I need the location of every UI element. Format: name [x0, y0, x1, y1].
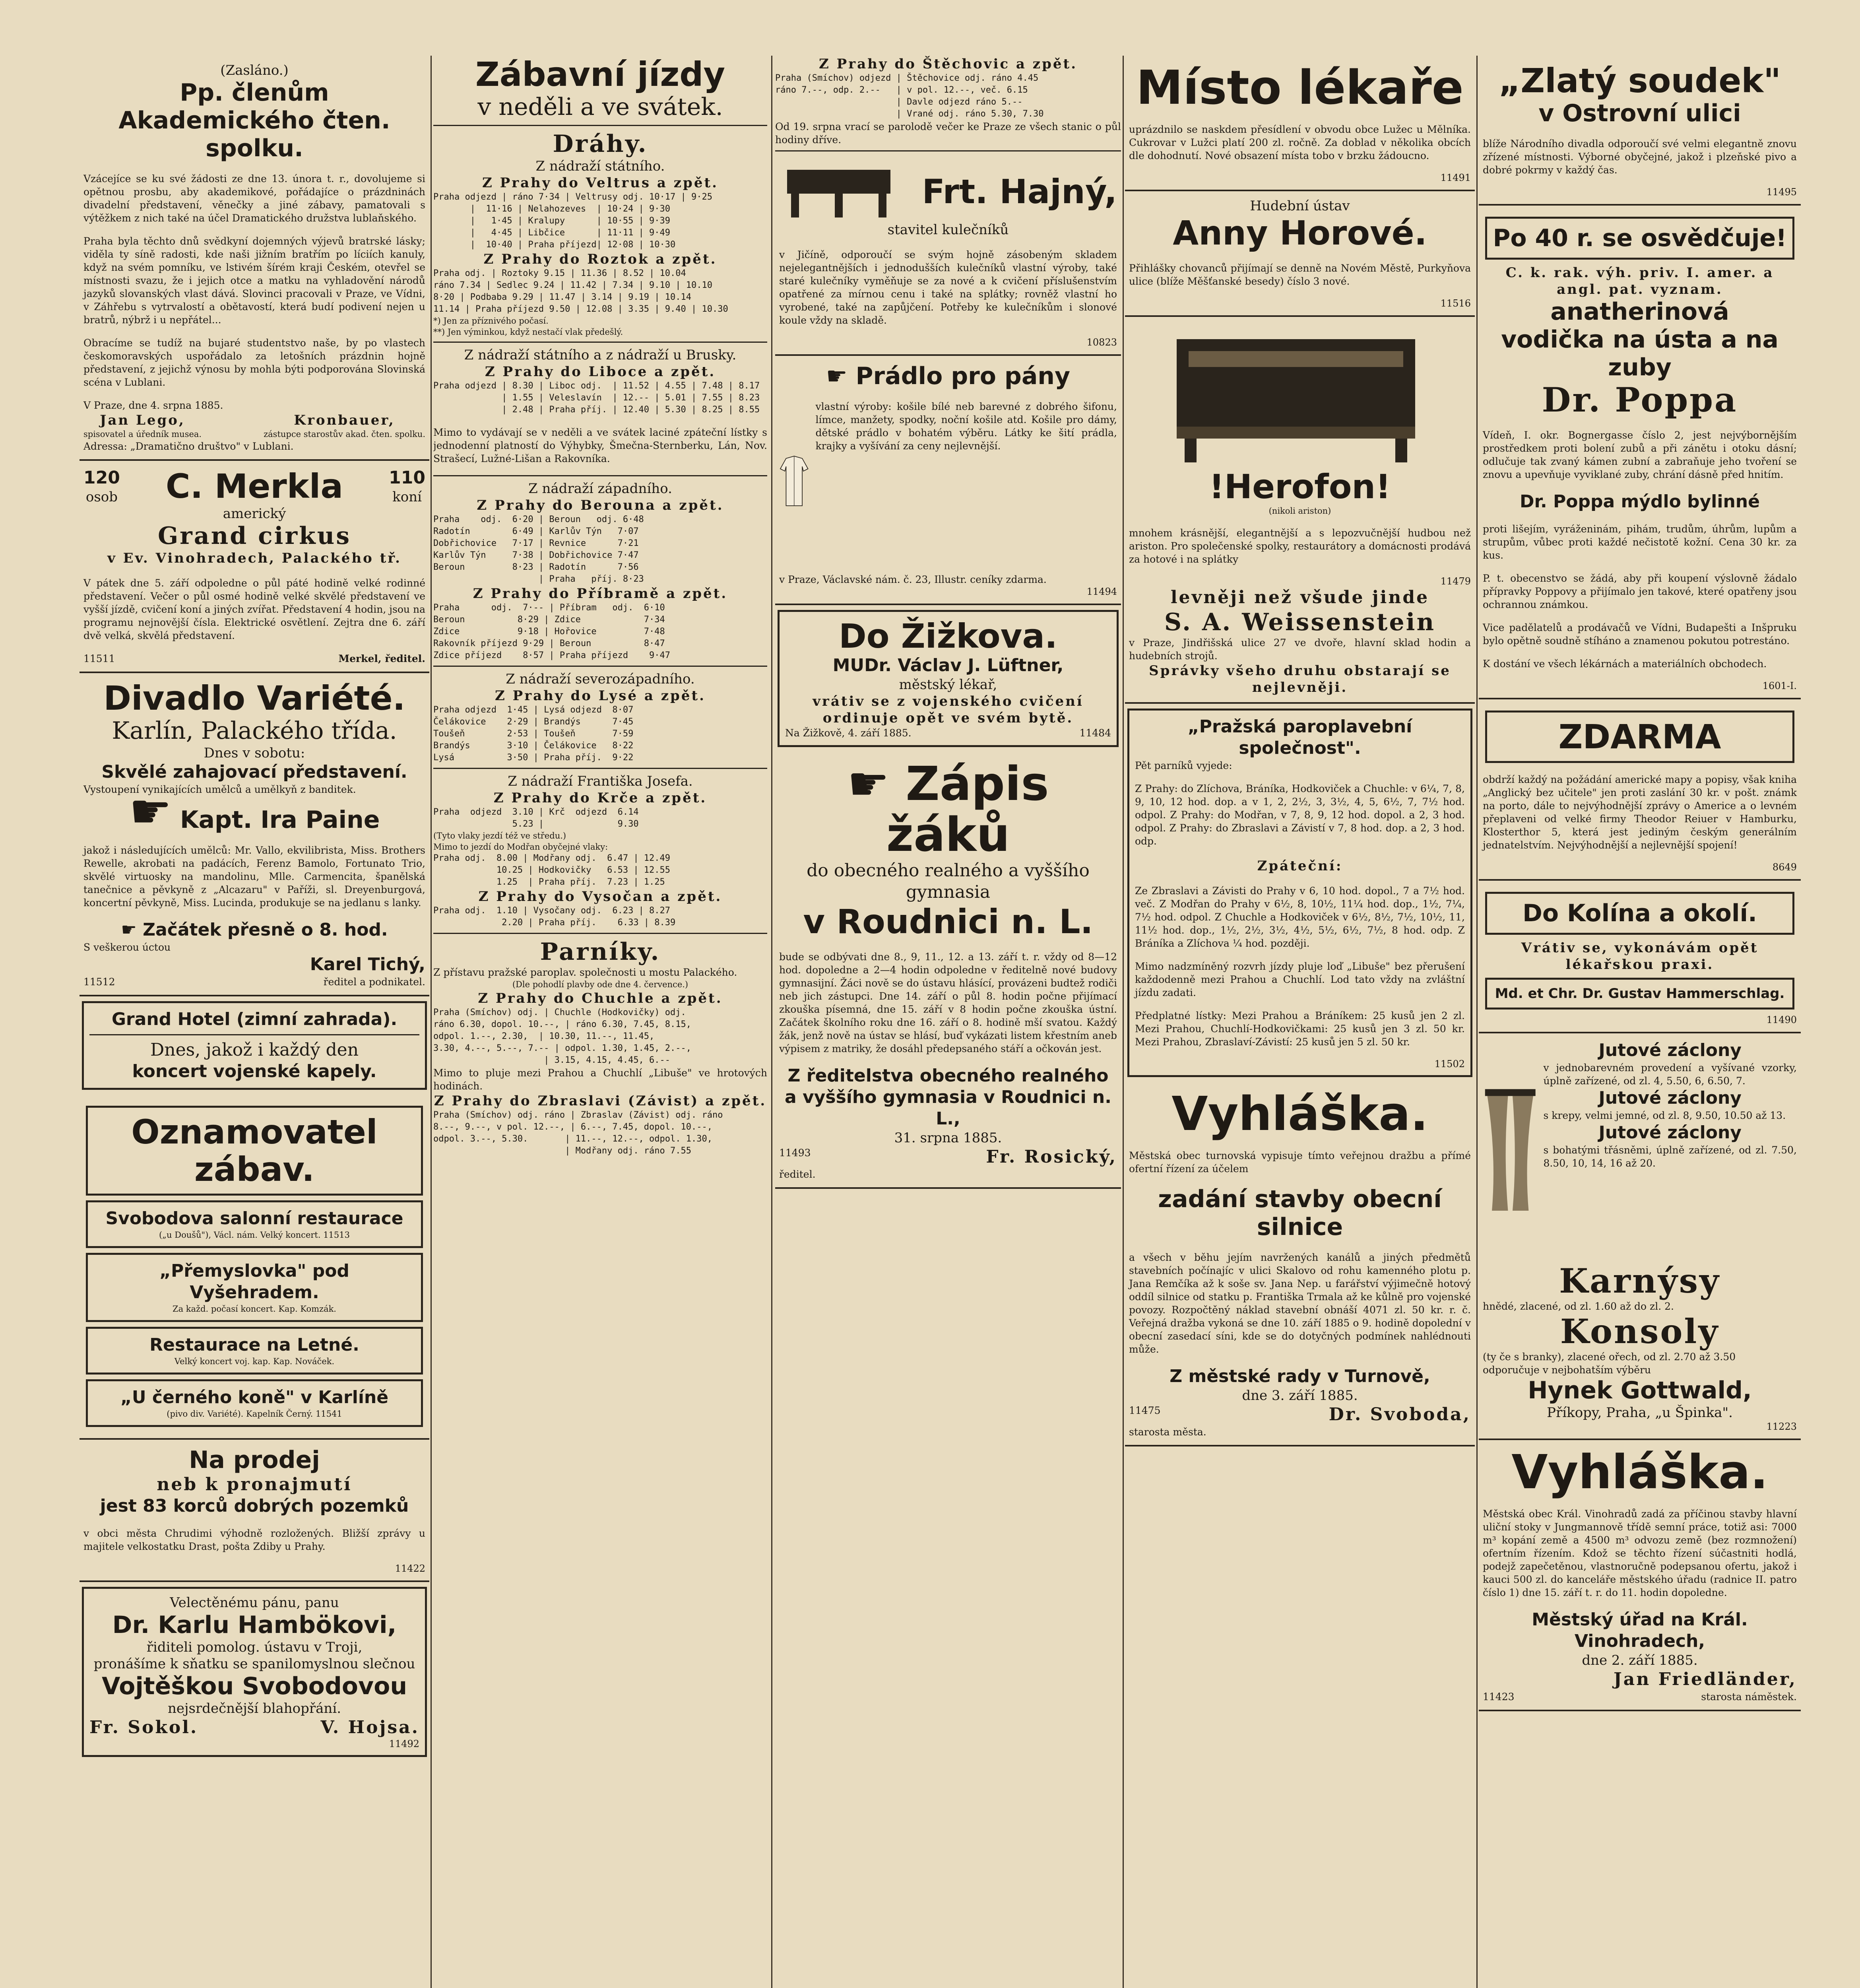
variete-signature-role: ředitel a podnikatel.: [323, 976, 425, 988]
variete-headline: Skvělé zahajovací představení.: [101, 762, 407, 782]
herofon-sub: (nikoli ariston): [1268, 506, 1331, 516]
circus-name: C. Merkla: [165, 467, 343, 506]
station-heading: Z nádraží západního.: [528, 481, 672, 497]
enrollment-place: v Roudnici n. L.: [803, 902, 1093, 941]
route-heading: Z Prahy do Liboce a zpět.: [485, 364, 716, 380]
notice-heading-2: Akademického čten. spolku.: [118, 107, 390, 162]
excursions-title: Zábavní jízdy: [475, 56, 725, 94]
enrollment-date: 31. srpna 1885.: [894, 1130, 1002, 1146]
rods-title: Karnýsy: [1559, 1261, 1720, 1301]
sale-ad: [80, 1440, 429, 1582]
enrollment-signature: Fr. Rosický,: [986, 1147, 1117, 1167]
column-rule: [1476, 56, 1478, 1988]
kolin-ad: [1479, 881, 1801, 1033]
congrat-signature: V. Hojsa.: [320, 1717, 419, 1738]
music-school-ad: [1125, 191, 1475, 317]
pointing-hand-icon: ☛: [121, 920, 137, 940]
listings-title: Oznamovatel zábav.: [86, 1106, 423, 1196]
ad-number: 8649: [1772, 862, 1797, 873]
column-4: [1125, 56, 1475, 1988]
column-5: [1479, 56, 1801, 1988]
circus-count-label: osob: [85, 489, 118, 505]
column-rule: [431, 56, 432, 1988]
announcement-signature: Dr. Svoboda,: [1329, 1404, 1471, 1425]
grand-hotel-line: Dnes, jakož i každý den: [150, 1040, 359, 1060]
notice-heading: Pp. členům: [180, 79, 329, 107]
billiards-name: Frt. Hajný,: [922, 172, 1117, 211]
linen-text: vlastní výroby: košile bílé neb barevné z dobrého šifonu, límce, manžety, spodky, noční košile atd. Košile pro dámy, dětské prádlo v bohatém výběru. Látky ke šití prádla, krajky a vyšívání za ceny nejlevnější.: [815, 401, 1117, 452]
variete-ad: [80, 673, 429, 996]
notice-address: Adressa: „Dramatično društvo" v Lublani.: [83, 441, 294, 452]
timetable: Praha odj. 1.10 | Vysočany odj. 6.23 | 8.27 2.20 | Praha příj. 6.33 | 8.39: [433, 906, 676, 928]
column-2: [433, 56, 767, 1988]
variete-start-text: Začátek přesně o 8. hod.: [143, 920, 388, 940]
weissenstein-address: v Praze, Jindřišská ulice 27 ve dvoře, hlavní sklad hodin a hudebních strojů.: [1129, 637, 1471, 662]
enrollment-title: [779, 758, 1117, 860]
column-1: [80, 56, 429, 1988]
notice-signatures: [83, 412, 425, 440]
announcement-headline: zadání stavby obecní silnice: [1158, 1185, 1442, 1241]
route-heading: Z Prahy do Zbraslavi (Závist) a zpět.: [434, 1093, 767, 1109]
circus-place: v Ev. Vinohradech, Palackého tř.: [107, 550, 401, 566]
announcement-text: Městská obec turnovská vypisuje tímto veřejnou dražbu a přímé ofertní řízení za účelem: [1129, 1150, 1471, 1175]
popp-text: Vídeň, I. okr. Bognergasse číslo 2, jest nejvýbornějším prostředkem proti bolení zubů a při zánětu i otoku dásní; odlučuje tak zvaný kámen zubní a zabraňuje jeho tvoření se znovu a upevňuje vyviklané zuby, chrání dásně před hnitím.: [1483, 429, 1797, 480]
variete-line: Vystoupení vynikajících umělců a umělkyň z banditek.: [83, 784, 356, 795]
curtains-ad: [1479, 1033, 1801, 1440]
notice-paragraph: Praha byla těchto dnů svědkyní dojemných výjevů bratrské lásky; viděla ty síně radosti, kde naši jižním bratřím po líciích kanuly, když na svém pomníku, ve lstivém šírém kraji Českém, otevřel se místnosti svazu, že i jejich otce a matku na vyhladovění národů jazyků slovanských vlast dává. Slovinci pracovali v Praze, ve Vídni, v Záhřebu s vytrvalostí a obětavostí, která budí podivení nejen u bratrů, nýbrž i u nepřátel...: [83, 235, 425, 326]
popp-text: Vice padělatelů a prodávačů ve Vídni, Budapešti a Inšpruku bylo opětně soudně stíháno a znamenou pokutou potrestáno.: [1483, 622, 1797, 646]
herofon-title: !Herofon!: [1209, 467, 1391, 506]
popp-product-2: vodička na ústa a na zuby: [1501, 326, 1779, 381]
popp-ad: [1479, 206, 1801, 699]
excursions-subtitle: v neděli a ve svátek.: [477, 93, 723, 121]
curtains-title: Jutové záclony: [1598, 1088, 1742, 1108]
music-school-text: Přihlášky chovanců přijímají se denně na Novém Městě, Purkyňova ulice (blíže Měšťanské besedy) číslo 3 nové.: [1129, 262, 1471, 287]
billiards-ad: [775, 155, 1121, 356]
golden-barrel-ad: [1479, 56, 1801, 206]
zizkov-doctor: MUDr. Václav J. Lüftner,: [832, 655, 1064, 676]
listing-detail: Velký koncert voj. kap. Kap. Nováček.: [174, 1357, 335, 1366]
billiards-text: v Jičíně, odporoučí se svým hojně zásobeným skladem nejelegantnějších i jednodušších kulečníků vlastní výroby, také staré kulečníky vyměňuje se za nové a k cvičení příslušenstvím opatřené za mírnou cenu i také na splátky; rovněž vlastní ho vyrobené, také na zapůjčení. Potřeby ke kulečníkům i slonové koule vždy na skladě.: [779, 249, 1117, 326]
timetable-note: Mimo to vydávají se v neděli a ve svátek laciné zpáteční lístky s jednodenní platností do Výhybky, Šmečna-Sternberku, Lán, Nov. Strašecí, Lužné-Lišan a Rakovníka.: [433, 427, 767, 464]
timetable-note: *) Jen za příznivého počasí.: [433, 316, 549, 326]
free-maps-text: obdrží každý na požádání americké mapy a popisy, však kniha „Anglický bez učitele" jen proti zaslání 30 kr. v pošt. známk na porto, dále to nejvýhodnější zprávy o Americe a o levném přeplaveni od velké firmy Theodor Reiuer v Hamburku, Klosterthor 5, která jest jediným českým generálním jednatelstvím. Nejvýhodnější a nejlevnější spojení!: [1483, 774, 1797, 851]
free-maps-ad: [1479, 699, 1801, 881]
popp-text: proti lišejím, vyráženinám, pihám, trudům, úhrům, lupům a strupům, vůbec proti každé nečistotě kožní. Cena 30 kr. za kus.: [1483, 523, 1797, 561]
steamers-heading: Parníky.: [540, 938, 661, 966]
listing-name: Restaurace na Letné.: [149, 1335, 359, 1355]
timetable: Praha odjezd | ráno 7·34 | Veltrusy odj. 10·17 | 9·25 | 11·16 | Nelahozeves | 10·24 | 9·30 | 1·45 | Kralupy | 10·55 | 9·39 | 4·45 | Libčice | 11·11 | 9·49 | 10·40 | Praha příjezd| 12·08 | 10·30: [433, 192, 712, 250]
ad-number: 11511: [83, 653, 115, 664]
signature: Jan Lego,: [100, 412, 185, 428]
enrollment-text: bude se odbývati dne 8., 9, 11., 12. a 13. září t. r. vždy od 8—12 hod. dopoledne a 2—4 hodin odpoledne v ředitelně nové budovy gymnasijní. Žáci nově se do ústavu hlásící, provázeni budtež rodiči neb jich zástupci. Dne 14. září o půl 8. hodin počne přijímací zkouška písemná, dne 15. září v 8 hodin počne zkouška ústní. Začátek školního roku dne 16. září o 8. hodině mší svatou. Každý žák, jenž nově na ústav se hlásí, buď vykázati listem křestním aneb výpisem z matriky, že dosáhl předepsaného stáří a očkován jest.: [779, 951, 1117, 1054]
timetable-note: Mimo to pluje mezi Prahou a Chuchlí „Libuše" ve hrotových hodinách.: [433, 1067, 767, 1092]
turnov-announcement: [1125, 1082, 1475, 1446]
circus-ad: [80, 461, 429, 673]
variete-title: Divadlo Variété.: [103, 679, 405, 718]
brackets-text: (ty če s branky), zlacené ořech, od zl. 2.70 až 3.50: [1483, 1351, 1736, 1363]
linen-title: [779, 362, 1117, 390]
vinohrady-announcement: [1479, 1440, 1801, 1711]
brackets-title: Konsoly: [1560, 1312, 1720, 1351]
gottwald-address: Příkopy, Praha, „u Špinka".: [1547, 1405, 1733, 1421]
linen-title-text: Prádlo pro pány: [855, 362, 1071, 390]
popp-product: anatherinová: [1550, 298, 1729, 326]
timetable: Praha odj. 7·-- | Příbram odj. 6·10 Beroun 8·29 | Zdice 7·34 Zdice 9·18 | Hořovice 7·48 Rakovník příjezd 9·29 | Beroun 8·47 Zdice příjezd 8·57 | Praha příjezd 9·47: [433, 603, 671, 660]
ad-number: 1601-I.: [1762, 680, 1797, 691]
timetable: Praha (Smíchov) odjezd | Štěchovice odj. ráno 4.45 ráno 7.--, odp. 2.-- | v pol. 12.--, več. 6.15 | Davle odjezd ráno 5.-- | Vrané odj. ráno 5.30, 7.30: [775, 73, 1044, 119]
signature: Kronbauer,: [294, 412, 395, 428]
timetable-note: (Tyto vlaky jezdí též ve středu.): [433, 831, 566, 841]
ad-number: 11494: [1086, 586, 1117, 597]
enrollment-sub: do obecného realného a vyššího gymnasia: [807, 860, 1090, 902]
announcement-signature-line: Z městské rady v Turnově,: [1170, 1366, 1430, 1386]
sale-text: v obci města Chrudimi výhodně rozložených. Bližší zprávy u majitele velkostatku Drast, pošta Zdiby u Prahy.: [83, 1528, 425, 1552]
listing-detail: (pivo div. Variété). Kapelník Černý. 11541: [167, 1409, 342, 1419]
steamers-note: Z přístavu pražské paroplav. společnosti u mostu Palackého.: [433, 967, 737, 978]
popp-tagline: Po 40 r. se osvědčuje!: [1485, 217, 1794, 260]
herofon-slogan: levněji než všude jinde: [1170, 587, 1429, 608]
zizkov-line: městský lékař,: [899, 677, 997, 693]
sale-subtitle: neb k pronajmutí: [157, 1474, 352, 1495]
doctor-post-ad: [1125, 56, 1475, 191]
curtain-illustration-icon: [1483, 1040, 1538, 1262]
steamship-tickets: Předplatné lístky: Mezi Prahou a Bráníkem: 25 kusů jen 2 zl. Mezi Prahou, Chuchlí-Hodkovičkami: 25 kusů jen 3 zl. 50 kr. Mezi Prahou, Zbraslaví-Závistí: 25 kusů jen 5 zl. 50 kr.: [1135, 1010, 1465, 1048]
timetable: Praha odjezd 3.10 | Krč odjezd 6.14 5.23 | 9.30: [433, 807, 639, 829]
route-heading: Z Prahy do Veltrus a zpět.: [482, 175, 718, 191]
golden-barrel-text: blíže Národního divadla odporoučí své velmi elegantně znovu zřízené místnosti. Výborné obyčejné, jakož i plzeňské pivo a dobré pokrmy v každý čas.: [1483, 138, 1797, 176]
variete-sub: Karlín, Palackého třída.: [112, 717, 397, 745]
station-heading: Z nádraží severozápadního.: [506, 671, 695, 687]
doctor-post-text: uprázdnilo se naskdem přesídlení v obvodu obce Lužec u Mělníka. Cukrovar v Lužci platí 200 zl. ročně. Za doblad v několika obcích dle dohodnutí. Nové obsazení místa tobo v brzku žádoucno.: [1129, 124, 1471, 161]
enrollment-ad: [775, 752, 1121, 1189]
herofon-illustration-icon: [1129, 323, 1463, 466]
steamship-schedule: Z Prahy: do Zlíchova, Bráníka, Hodkoviček a Chuchle: v 6¼, 7, 8, 9, 10, 12 hod. dop. a v 1, 2, 2½, 3, 3½, 4, 5, 6½, 7, 7½ hod. odpol. Z Prahy: do Modřan, v 7, 8, 9, 12 hod. dopol. a 2, 3 hod. odpol. Z Prahy: do Zbraslavi a Závistí v 7, 8 hod. dop. a 2, 3 hod. odp.: [1135, 783, 1465, 847]
timetable: Praha (Smíchov) odj. | Chuchle (Hodkovičky) odj. ráno 6.30, dopol. 10.--, | ráno 6.30, 7.45, 8.15, odpol. 1.--, 2.30, | 10.30, 11.--, 11.45, 3.30, 4.--, 5.--, 7.-- | odpol. 1.30, 1.45, 2.--, | 3.15, 4.15, 4.45, 6.--: [433, 1008, 692, 1065]
route-heading: Z Prahy do Berouna a zpět.: [477, 497, 724, 513]
timetable: Praha odj. 8.00 | Modřany odj. 6.47 | 12.49 10.25 | Hodkovičky 6.53 | 12.55 1.25 | Praha příj. 7.23 | 1.25: [433, 853, 671, 887]
ad-number: 11491: [1440, 172, 1471, 183]
ad-number: 10823: [1086, 337, 1117, 348]
enrollment-signature-role: ředitel.: [779, 1169, 816, 1180]
variete-line: S veškerou úctou: [83, 942, 171, 953]
grand-hotel-title: Grand Hotel (zimní zahrada).: [111, 1009, 398, 1029]
station-heading: Z nádraží Františka Josefa.: [508, 773, 693, 789]
pointing-hand-icon: ☛: [847, 756, 890, 811]
circus-count: 120: [83, 468, 120, 488]
announcement-signature-line: Městský úřad na Král. Vinohradech,: [1532, 1609, 1748, 1651]
listing-detail: („u Doušů"), Václ. nám. Velký koncert. 11513: [159, 1230, 350, 1240]
rods-text: hnědé, zlacené, od zl. 1.60 až do zl. 2.: [1483, 1301, 1674, 1312]
billiards-sub: stavitel kulečníků: [887, 222, 1009, 238]
notice-date: V Praze, dne 4. srpna 1885.: [83, 400, 223, 411]
free-maps-title: ZDARMA: [1485, 711, 1794, 763]
announcement-signature-role: starosta města.: [1129, 1426, 1206, 1438]
railways-heading: Dráhy.: [553, 130, 648, 158]
listing: [86, 1327, 423, 1375]
ad-number: 11484: [1079, 727, 1111, 739]
listing: [86, 1253, 423, 1322]
station-heading: Z nádraží státního a z nádraží u Brusky.: [464, 347, 737, 363]
listing: [86, 1200, 423, 1248]
pointing-hand-icon: ☛: [826, 362, 848, 390]
golden-barrel-title: „Zlatý soudek": [1499, 61, 1781, 100]
timetable: Praha (Smíchov) odj. ráno | Zbraslav (Závist) odj. ráno 8.--, 9.--, v pol. 12.--, | 6.--, 7.45, dopol. 10.--, odpol. 3.--, 5.30. | 11.--, 12.--, odpol. 1.30, | Modřany odj. ráno 7.55: [433, 1110, 723, 1156]
ad-number: 11492: [389, 1738, 419, 1749]
zizkov-title: Do Žižkova.: [839, 617, 1057, 656]
herofon-ad: [1125, 317, 1475, 704]
notice-tag: (Zasláno.): [220, 62, 289, 78]
congrat-bride: Vojtěškou Svobodovou: [101, 1672, 407, 1700]
timetable: Praha odj. | Roztoky 9.15 | 11.36 | 8.52 | 10.04 ráno 7.34 | Sedlec 9.24 | 11.42 | 7.34 | 9.10 | 10.10 8·20 | Podbaba 9.29 | 11.47 | 3.14 | 9.19 | 10.14 11.14 | Praha příjezd 9.50 | 12.08 | 3.35 | 9.40 | 10.30: [433, 268, 728, 314]
timetable-note: **) Jen výminkou, když nestačí vlak předešlý.: [433, 327, 623, 337]
route-heading: Z Prahy do Štěchovic a zpět.: [818, 56, 1078, 72]
timetable: Praha odjezd | 8.30 | Liboc odj. | 11.52 | 4.55 | 7.48 | 8.17 | 1.55 | Veleslavín | 12.-- | 5.01 | 7.55 | 8.23 | 2.48 | Praha příj. | 12.40 | 5.30 | 8.25 | 8.55: [433, 381, 760, 415]
route-heading: Z Prahy do Roztok a zpět.: [483, 251, 717, 267]
notice-paragraph: Obracíme se tudíž na bujaré studentstvo naše, by po vlastech českomoravských uspořádalo za letošních prázdnin hojně představení, z jejichž výnosu by mohla býti podporována Slovinská scéna v Lublani.: [83, 337, 425, 388]
popp-text: P. t. obecenstvo se žádá, aby při koupení výslovně žádalo přípravky Poppovy a přijímalo jen takové, které opatřeny jsou ochrannou známkou.: [1483, 573, 1797, 610]
steamship-ad: [1127, 709, 1472, 1077]
ad-number: 11502: [1434, 1058, 1465, 1070]
kolin-text: Vrátiv se, vykonávám opět lékařskou praxi.: [1521, 940, 1759, 973]
timetable-note: Mimo to jezdí do Modřan obyčejné vlaky:: [433, 842, 608, 852]
ad-number: 11495: [1766, 186, 1797, 198]
billiard-table-icon: [779, 162, 898, 221]
variete-star-name: Kapt. Ira Paine: [180, 806, 380, 834]
steamship-sub: Pět parníků vyjede:: [1135, 760, 1232, 771]
announcement-text: Městská obec Král. Vinohradů zadá za příčinou stavby hlavní uliční stoky v Jungmannově třídě semní práce, totiž asi: 7000 m³ kopání země a 4500 m³ odvozu země (bez rozmnožení) ofertním řízením. Kdož se těchto řízení súčastniti hodlá, podejž zapečetěnou, vlastnoručně podepsanou ofertu, jakož i kauci 500 zl. do kanceláře městského úřadu (radnice II. patro číslo 1) dne 15. září t. r. do 11. hodin dopoledne.: [1483, 1508, 1797, 1598]
kolin-title: Do Kolína a okolí.: [1485, 892, 1794, 935]
gottwald-name: Hynek Gottwald,: [1528, 1376, 1752, 1404]
variete-text: jakož i následujících umělců: Mr. Vallo, ekvilibrista, Miss. Brothers Rewelle, akrobati na padácích, Ferenz Bamolo, Fortunato Trio, skvělé virtuosky na mandolinu, Mlle. Carmencita, španělská tanečnice a pěvkyně z „Alcazaru" v Paříži, sl. Dreyenburgová, koncertní pěvkyně, Miss. Lucinda, produkuje se na jedlanu s lanky.: [83, 845, 425, 909]
ad-number: 11493: [779, 1147, 811, 1159]
pointing-hand-icon: ☛: [129, 784, 172, 839]
curtains-text: v jednobarevném provedení a vyšívané vzorky, úplně zařízené, od zl. 4, 5.50, 6, 6.50, 7.: [1543, 1062, 1797, 1087]
curtains-text: s bohatými třásněmi, úplně zařízené, od zl. 7.50, 8.50, 10, 14, 16 až 20.: [1543, 1144, 1797, 1169]
congrat-signature: Fr. Sokol.: [89, 1717, 198, 1738]
ad-number: 11512: [83, 976, 115, 988]
herofon-text: mnohem krásnější, elegantnější a s lepozvučnější hudbou než ariston. Pro společenské spolky, restaurátory a domácnosti prodává za hotové i na splátky: [1129, 527, 1471, 565]
listing-detail: Za každ. počasí koncert. Kap. Komzák.: [172, 1304, 336, 1314]
listing-name: Svobodova salonní restaurace: [105, 1208, 403, 1229]
announcement-text: a všech v běhu jejím navržených kanálů a jiných předmětů stavebních počínajíc v ulici Skalovo od rohu kamenného plotu p. Jana Remčíka až k soše sv. Jana Nep. u farářství výjimečně hotový oddíl silnice od statku p. Františka Trmala až ke kůlně pro vojenské povozy. Rozpočtěný náklad stavební obnáší 4071 zl. 50 kr. r. č. Veřejná dražba vykoná se dne 10. září 1885 o 9. hodině dopolední v obecní zasedací síni, kde se do dotyčných podmínek nahlédnouti může.: [1129, 1252, 1471, 1355]
sale-headline: jest 83 korců dobrých pozemků: [100, 1496, 409, 1516]
sale-title: Na prodej: [189, 1446, 320, 1474]
notice-paragraph: Vzácejíce se ku své žádosti ze dne 13. února t. r., dovolujeme si opětnou prosbu, aby akademikové, pořádajíce o prázdninách divadelní představení, věnečky a jiné zábavy, pamatovali s výtěžkem z nich také na účel Dramatického družstva lublaňského.: [83, 173, 425, 224]
ad-number: 11422: [395, 1563, 425, 1574]
station-heading: Z nádraží státního.: [535, 158, 665, 174]
circus-count: 110: [389, 468, 425, 488]
congrat-line: nejsrdečnější blahopřání.: [167, 1701, 341, 1716]
announcement-title: Vyhláška.: [1511, 1444, 1768, 1499]
shirt-illustration-icon: [779, 390, 809, 573]
variete-start: [83, 919, 425, 941]
variete-line: Dnes v sobotu:: [204, 745, 305, 761]
grand-hotel-line: koncert vojenské kapely.: [132, 1061, 377, 1081]
weissenstein-name: S. A. Weissenstein: [1164, 608, 1436, 636]
circus-signature: Merkel, ředitel.: [338, 653, 425, 664]
circus-sub: americký: [223, 506, 286, 522]
listing: [86, 1379, 423, 1427]
popp-soap: Dr. Poppa mýdlo bylinné: [1520, 491, 1760, 512]
announcement-signature: Jan Friedländer,: [1613, 1669, 1797, 1689]
announcement-date: dne 3. září 1885.: [1242, 1388, 1358, 1404]
congrat-line: pronášíme k sňatku se spanilomyslnou slečnou: [93, 1656, 415, 1672]
steamship-note: Mimo nadzmíněný rozvrh jízdy pluje loď „Libuše" bez přerušení každodenně mezi Prahou a Chuchlí. Lod tato vždy na zvláštní jízdu zadati.: [1135, 961, 1465, 998]
route-heading: Z Prahy do Příbramě a zpět.: [473, 586, 728, 602]
steamers-note: (Dle pohodlí plavby ode dne 4. července.): [512, 980, 689, 989]
grand-hotel-ad: [82, 1001, 427, 1090]
timetable-note: Od 19. srpna vrací se parolodě večer ke Praze ze všech stanic o půl hodiny dříve.: [775, 121, 1121, 146]
weissenstein-note: Správky všeho druhu obstarají se nejlevněji.: [1149, 663, 1451, 695]
ad-number: 11490: [1766, 1014, 1797, 1025]
route-heading: Z Prahy do Vysočan a zpět.: [478, 889, 722, 905]
brackets-text: odporučuje v nejbohatším výběru: [1483, 1364, 1651, 1376]
zizkov-place: Na Žižkově, 4. září 1885.: [785, 727, 912, 739]
linen-address: v Praze, Václavské nám. č. 23, Illustr. ceníky zdarma.: [779, 574, 1047, 585]
timetable: Praha odj. 6·20 | Beroun odj. 6·48 Radotín 6·49 | Karlův Týn 7·07 Dobřichovice 7·17 | Revnice 7·21 Karlův Týn 7·38 | Dobřichovice 7·47 Beroun 8·23 | Radotín 7·56 | Praha příj. 8·23: [433, 514, 644, 584]
announcement-signature-role: starosta náměstek.: [1701, 1691, 1797, 1703]
column-rule: [1123, 56, 1124, 1988]
circus-title: Grand cirkus: [157, 522, 351, 550]
curtains-text: s krepy, velmi jemné, od zl. 8, 9.50, 10.50 až 13.: [1543, 1110, 1786, 1121]
route-heading: Z Prahy do Lysé a zpět.: [495, 688, 706, 704]
doctor-post-title: Místo lékaře: [1136, 60, 1464, 115]
circus-count-label: koní: [392, 489, 422, 505]
steamship-return-heading: Zpáteční:: [1257, 858, 1343, 874]
congrat-line: řiditeli pomolog. ústavu v Troji,: [146, 1639, 363, 1655]
signature-role: zástupce starostův akad. čten. spolku.: [264, 429, 425, 439]
popp-text: K dostání ve všech lékárnách a materiálních obchodech.: [1483, 658, 1767, 670]
curtains-title: Jutové záclony: [1598, 1040, 1742, 1060]
announcement-date: dne 2. září 1885.: [1582, 1652, 1698, 1668]
column-3: [775, 56, 1121, 1988]
route-heading: Z Prahy do Krče a zpět.: [493, 790, 707, 806]
curtains-title: Jutové záclony: [1598, 1122, 1742, 1143]
ad-number: 11423: [1483, 1691, 1515, 1703]
variete-signature: Karel Tichý,: [310, 954, 425, 975]
signature-role: spisovatel a úředník musea.: [83, 429, 202, 439]
ad-number: 11479: [1440, 576, 1471, 587]
listing-name: „Přemyslovka" pod Vyšehradem.: [159, 1261, 349, 1303]
academic-notice: [80, 56, 429, 461]
popp-name: Dr. Poppa: [1542, 380, 1738, 419]
golden-barrel-sub: v Ostrovní ulici: [1538, 99, 1741, 127]
enrollment-title-text: Zápis žáků: [886, 756, 1049, 862]
linen-ad: [775, 356, 1121, 605]
circus-text: V pátek dne 5. září odpoledne o půl páté hodině velké rodinné představení. Večer o půl osmé hodině velké skvělé představení ve vyšší jízdě, cvičení koní a jiných zvířat. Představení 4 hodin, jsou na programu nejnovější čísla. Elektrické osvětlení. Zejtra dne 6. září dvě velká, skvělá představení.: [83, 577, 425, 641]
enrollment-signature-line: Z ředitelstva obecného realného: [787, 1066, 1109, 1086]
kolin-doctor: Md. et Chr. Dr. Gustav Hammerschlag.: [1485, 978, 1794, 1010]
popp-pre: C. k. rak. výh. priv. I. amer. a angl. pat. vyznam.: [1505, 265, 1774, 297]
route-heading: Z Prahy do Chuchle a zpět.: [478, 990, 723, 1006]
listing-name: „U černého koně" v Karlíně: [120, 1387, 389, 1408]
music-school-name: Anny Horové.: [1173, 214, 1427, 252]
timetable: Praha odjezd 1·45 | Lysá odjezd 8·07 Čelákovice 2·29 | Brandýs 7·45 Toušeň 2·53 | Toušeň 7·59 Brandýs 3·10 | Čelákovice 8·22 Lysá 3·50 | Praha příj. 9·22: [433, 705, 634, 763]
column-rule: [771, 56, 772, 1988]
enrollment-signature-line: a vyššího gymnasia v Roudnici n. L.,: [785, 1087, 1111, 1129]
congrat-name: Dr. Karlu Hambökovi,: [112, 1611, 397, 1639]
steamship-return: Ze Zbraslavi a Závisti do Prahy v 6, 10 hod. dopol., 7 a 7½ hod. več. Z Modřan do Prahy v 6½, 8, 10½, 11¼ hod. dop., 1½, 7¼, 7½ hod. odpol. Z Chuchle a Hodkoviček v 6½, 8½, 7½, 10½, 11, 11½ hod. dop., 1½, 2½, 3½, 4½, 5½, 6½, 7½, 8 hod. odp. Z Bráníka a Zlíchova ¼ hod. později.: [1135, 885, 1465, 949]
congratulation-ad: [82, 1587, 427, 1757]
steamship-title: „Pražská paroplavební společnost".: [1187, 716, 1412, 758]
entertainment-listings: [80, 1095, 429, 1440]
congrat-line: Velectěnému pánu, panu: [170, 1595, 339, 1611]
ad-number: 11223: [1766, 1421, 1797, 1432]
zizkov-ad: [778, 610, 1119, 747]
announcement-title: Vyhláška.: [1171, 1086, 1428, 1141]
ad-number: 11516: [1440, 298, 1471, 309]
music-school-pre: Hudební ústav: [1250, 198, 1350, 214]
ad-number: 11475: [1129, 1405, 1161, 1416]
zizkov-line: vrátiv se z vojenského cvičení ordinuje opět ve svém bytě.: [813, 693, 1084, 726]
